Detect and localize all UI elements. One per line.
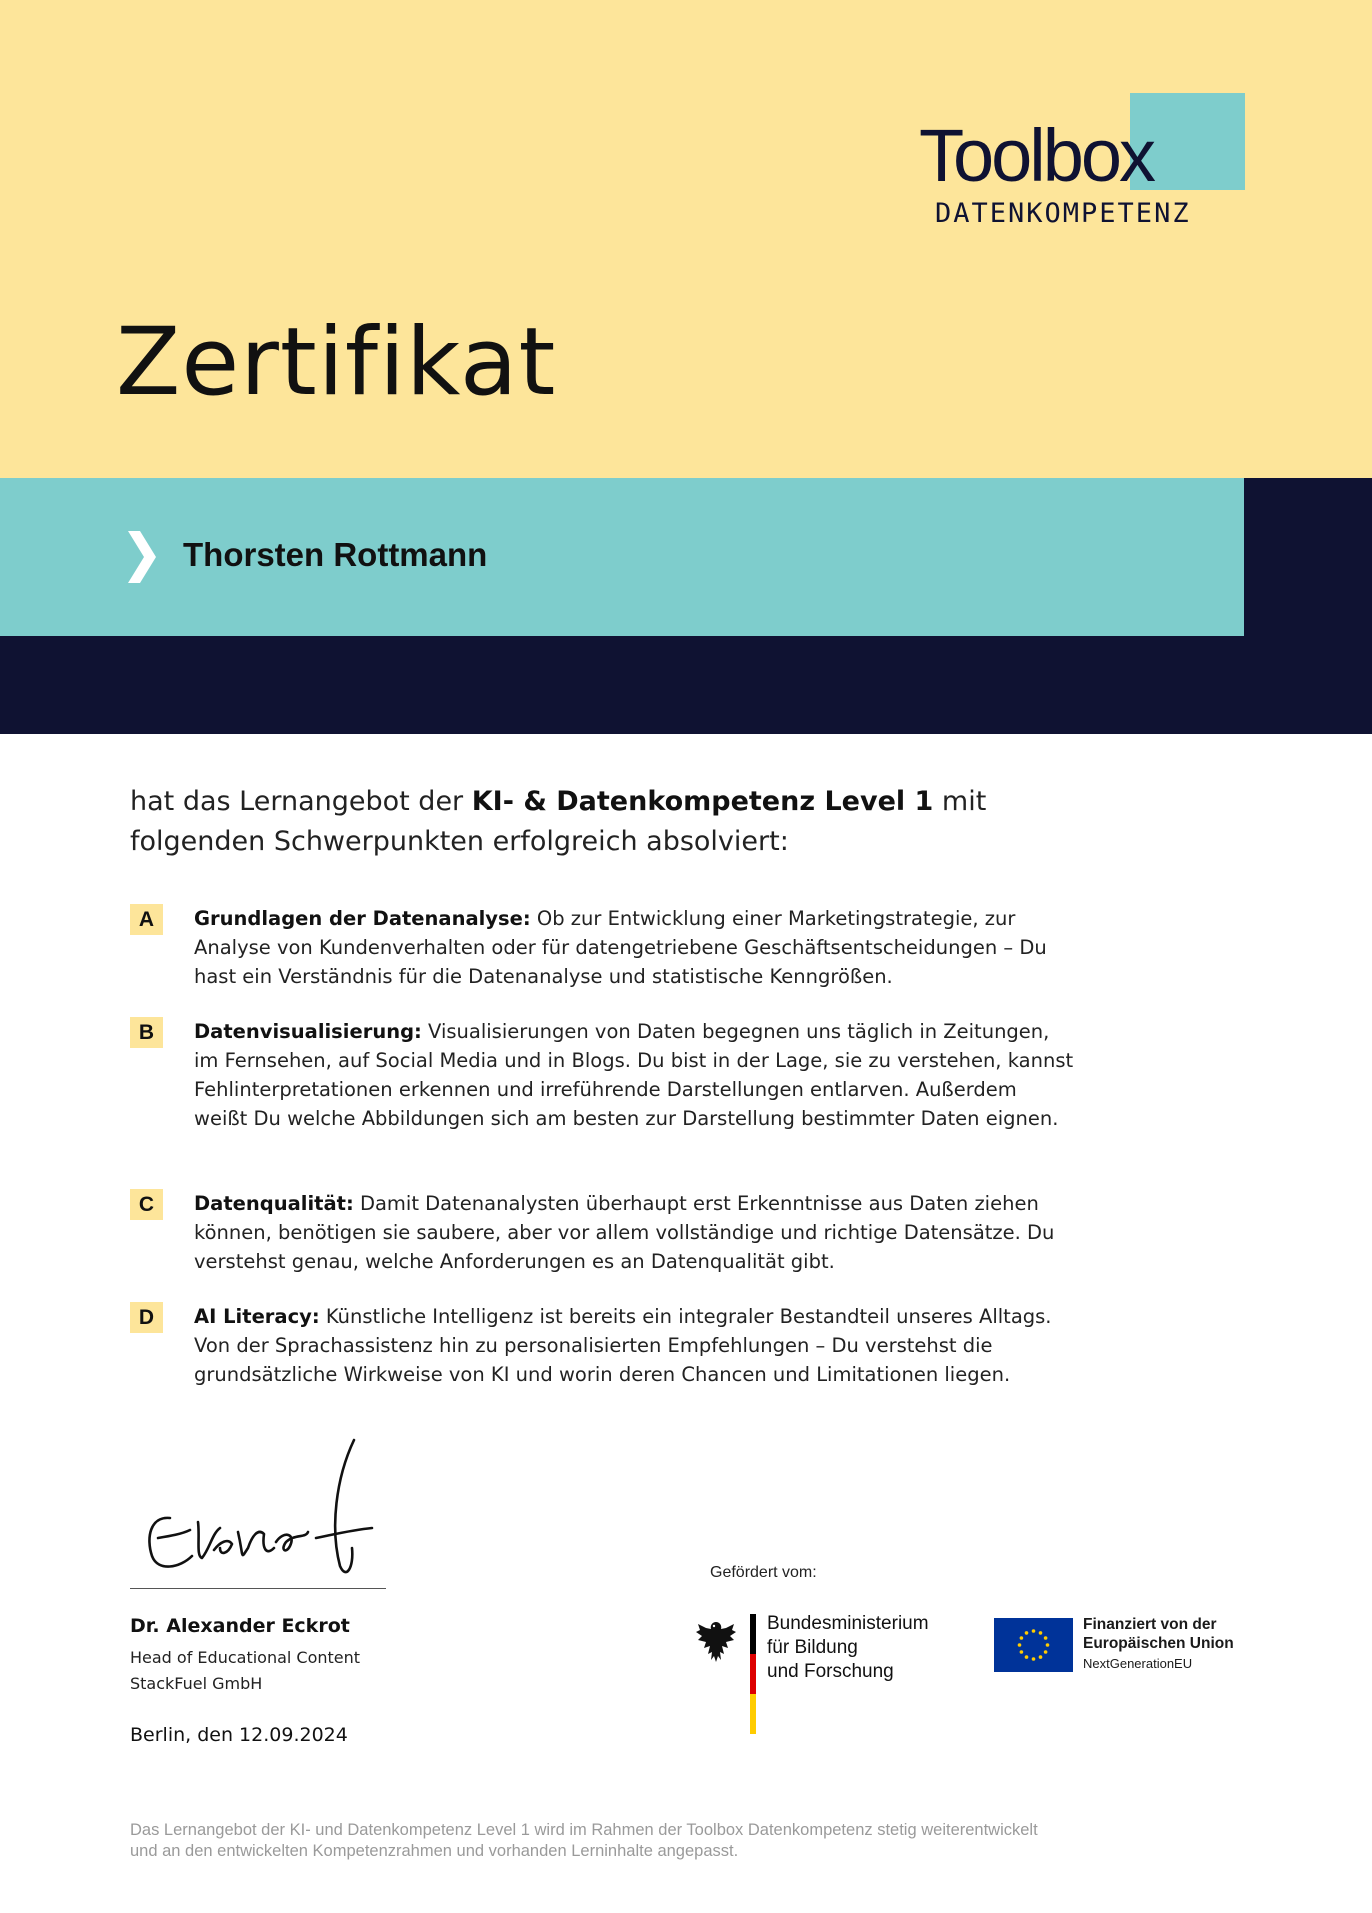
eu-text-line2: Europäischen Union bbox=[1083, 1635, 1234, 1652]
bmbf-name bbox=[767, 1612, 929, 1684]
topic-letter-badge: D bbox=[130, 1302, 163, 1333]
topic-description bbox=[194, 1302, 1074, 1389]
topic-heading: Datenvisualisierung: bbox=[194, 1020, 422, 1043]
intro-line2: folgenden Schwerpunkten erfolgreich absolviert: bbox=[130, 826, 789, 857]
eu-funding-logo bbox=[994, 1616, 1254, 1676]
topic-description bbox=[194, 1017, 1074, 1133]
bmbf-line: für Bildung bbox=[767, 1637, 858, 1658]
topic-heading: Grundlagen der Datenanalyse: bbox=[194, 907, 531, 930]
signature-image bbox=[140, 1438, 380, 1588]
chevron-right-icon bbox=[124, 529, 160, 585]
signer-role: Head of Educational Content bbox=[130, 1648, 361, 1667]
federal-eagle-icon bbox=[694, 1618, 738, 1664]
footnote bbox=[130, 1820, 1260, 1862]
funding-label: Gefördert vom: bbox=[710, 1564, 817, 1581]
footnote-line2: und an den entwickelten Kompetenzrahmen und vorhanden Lerninhalte angepasst. bbox=[130, 1842, 739, 1860]
topic-letter-badge: B bbox=[130, 1017, 163, 1048]
recipient-name: Thorsten Rottmann bbox=[183, 536, 488, 573]
signature-line bbox=[130, 1588, 386, 1589]
topic-heading: Datenqualität: bbox=[194, 1192, 354, 1215]
bmbf-line: und Forschung bbox=[767, 1661, 894, 1682]
eu-text-line3: NextGenerationEU bbox=[1083, 1656, 1193, 1671]
bmbf-logo bbox=[694, 1614, 934, 1734]
signer-organization: StackFuel GmbH bbox=[130, 1674, 263, 1693]
topic-body: Damit Datenanalysten überhaupt erst Erkenntnisse aus Daten ziehen können, benötigen sie saubere, aber vor allem vollständige und richtige Datensätze. Du verstehst genau, welche Anforderungen es an Datenqualität gibt. bbox=[194, 1192, 1055, 1273]
certificate-title: Zertifikat bbox=[116, 308, 557, 417]
topic-body: Ob zur Entwicklung einer Marketingstrategie, zur Analyse von Kundenverhalten oder für datengetriebene Geschäftsentscheidungen – Du hast ein Verständnis für die Datenanalyse und statistische Kenngrößen. bbox=[194, 907, 1047, 988]
topic-heading: AI Literacy: bbox=[194, 1305, 320, 1328]
topic-description bbox=[194, 904, 1074, 991]
signer-name: Dr. Alexander Eckrot bbox=[130, 1615, 350, 1637]
logo-subtitle: DATENKOMPETENZ bbox=[935, 198, 1191, 229]
logo-word: Toolbox bbox=[919, 114, 1154, 197]
intro-pre: hat das Lernangebot der bbox=[130, 786, 472, 817]
topic-letter-badge: A bbox=[130, 904, 163, 935]
bmbf-line: Bundesministerium bbox=[767, 1613, 929, 1634]
german-flag-stripe bbox=[750, 1614, 756, 1734]
footnote-line1: Das Lernangebot der KI- und Datenkompetenz Level 1 wird im Rahmen der Toolbox Datenkompetenz stetig weiterentwickelt bbox=[130, 1821, 1038, 1839]
intro-highlight: KI- & Datenkompetenz Level 1 bbox=[471, 786, 934, 817]
intro-post: mit bbox=[933, 786, 987, 817]
toolbox-logo bbox=[915, 93, 1245, 233]
topic-body: Visualisierungen von Daten begegnen uns täglich in Zeitungen, im Fernsehen, auf Social Media und in Blogs. Du bist in der Lage, sie zu verstehen, kannst Fehlinterpretationen erkennen und irreführende Darstellungen entlarven. Außerdem weißt Du welche Abbildungen sich am besten zur Darstellung bestimmter Daten eignen. bbox=[194, 1020, 1074, 1130]
issue-date: Berlin, den 12.09.2024 bbox=[130, 1724, 348, 1746]
topic-body: Künstliche Intelligenz ist bereits ein integraler Bestandteil unseres Alltags. Von der Sprachassistenz hin zu personalisierten Empfehlungen – Du verstehst die grundsätzliche Wirkweise von KI und worin deren Chancen und Limitationen liegen. bbox=[194, 1305, 1052, 1386]
intro-text bbox=[130, 782, 1030, 862]
topic-letter-badge: C bbox=[130, 1189, 163, 1220]
eu-flag-icon bbox=[994, 1618, 1073, 1672]
topic-description bbox=[194, 1189, 1074, 1276]
eu-text-line1: Finanziert von der bbox=[1083, 1616, 1217, 1633]
